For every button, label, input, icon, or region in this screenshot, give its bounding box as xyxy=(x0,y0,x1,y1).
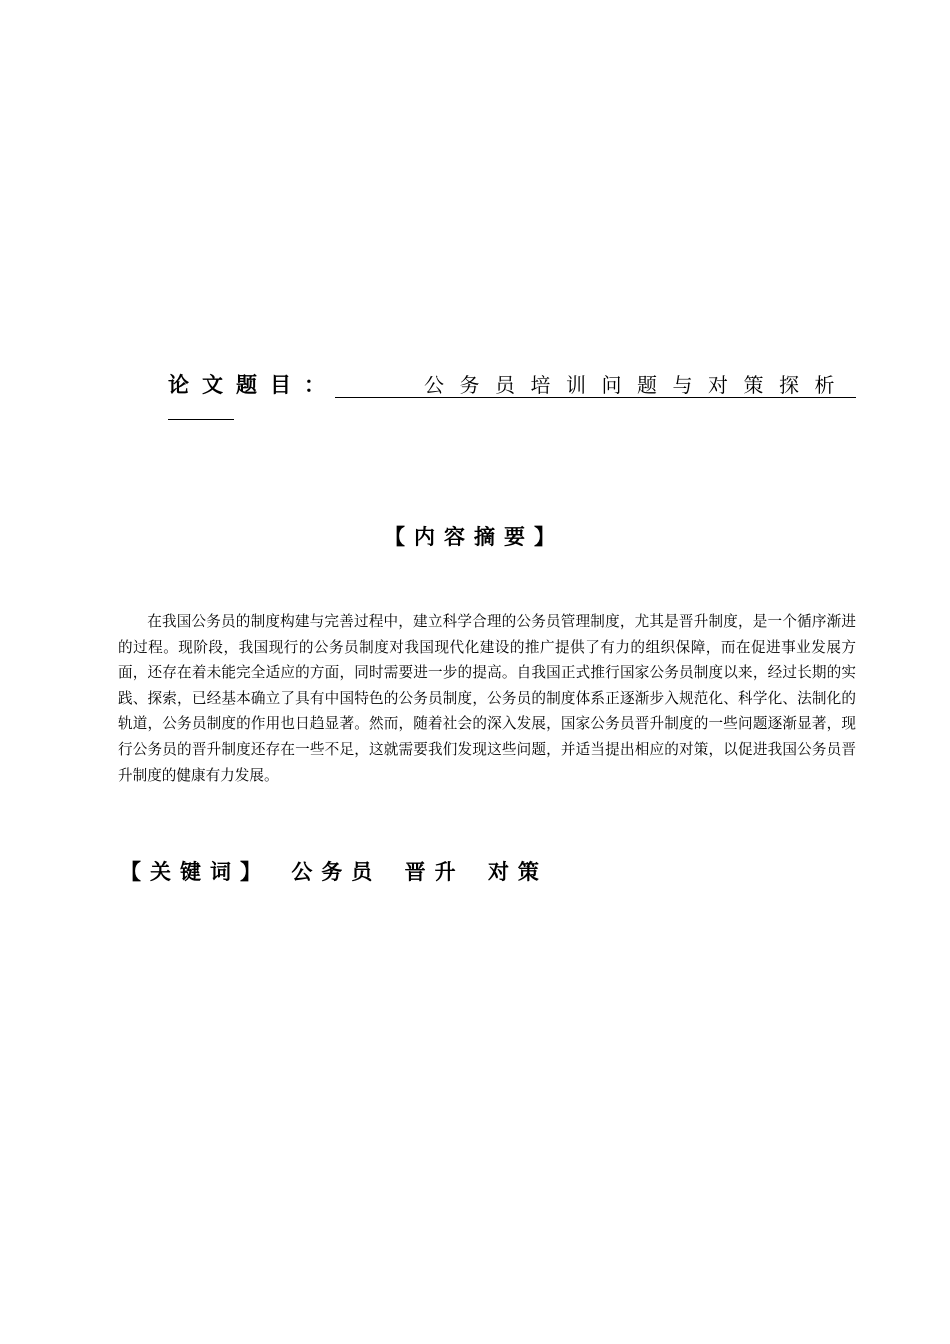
keywords-row xyxy=(120,857,564,887)
keyword-item: 对策 xyxy=(487,860,548,884)
thesis-title-underline xyxy=(335,370,856,398)
abstract-body: 在我国公务员的制度构建与完善过程中，建立科学合理的公务员管理制度，尤其是晋升制度，是一个循序渐进的过程。现阶段，我国现行的公务员制度对我国现代化建设的推广提供了有力的组织保障，而在促进事业发展方面，还存在着未能完全适应的方面，同时需要进一步的提高。自我国正式推行国家公务员制度以来，经过长期的实践、探索，已经基本确立了具有中国特色的公务员制度，公务员的制度体系正逐渐步入规范化、科学化、法制化的轨道，公务员制度的作用也日趋显著。然而，随着社会的深入发展，国家公务员晋升制度的一些问题逐渐显著，现行公务员的晋升制度还存在一些不足，这就需要我们发现这些问题，并适当提出相应的对策，以促进我国公务员晋升制度的健康有力发展。 xyxy=(118,613,856,784)
abstract-heading: 【内容摘要】 xyxy=(384,525,564,549)
thesis-title-row xyxy=(168,370,858,404)
keyword-item: 晋升 xyxy=(404,860,465,884)
thesis-title-underline-continuation xyxy=(168,419,234,420)
thesis-title-text: 公务员培训问题与对策探析 xyxy=(424,373,850,397)
thesis-title-label: 论文题目： xyxy=(168,373,338,397)
keywords-label: 【关键词】 xyxy=(120,860,270,884)
keyword-item: 公务员 xyxy=(291,860,382,884)
